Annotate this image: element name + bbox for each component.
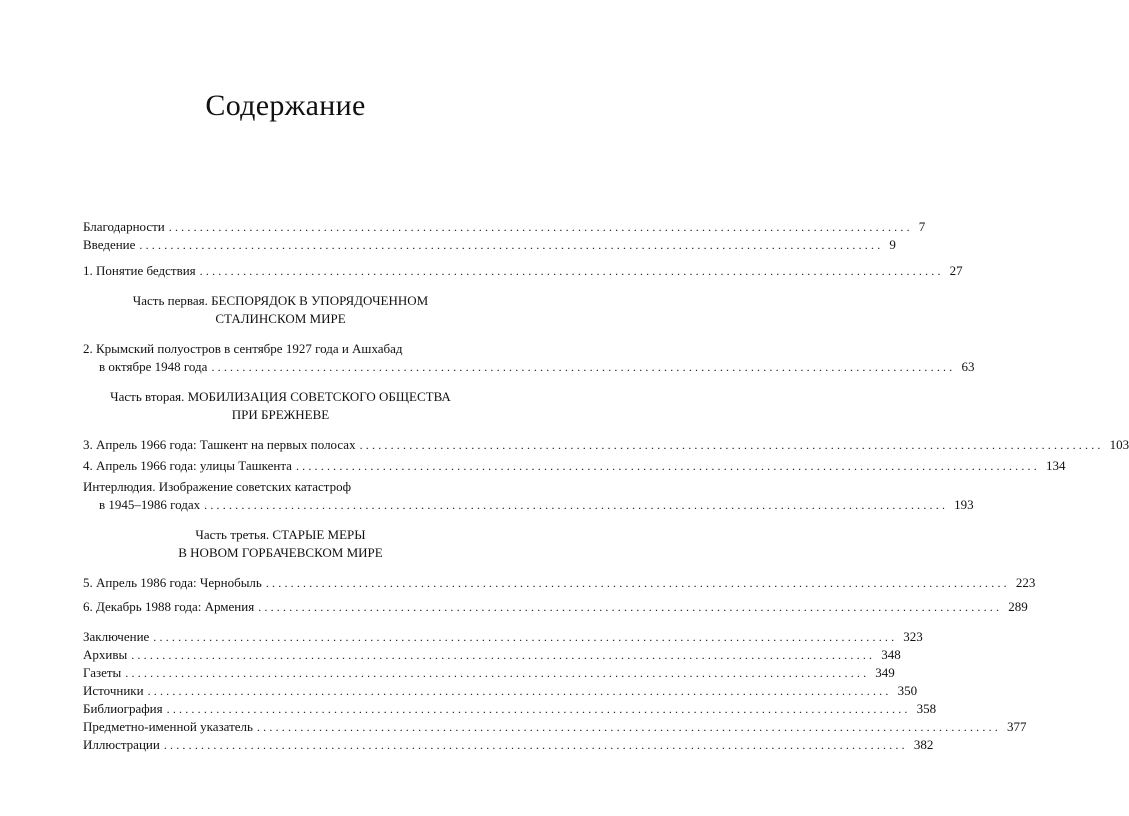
toc-entry-label: Предметно-именной указатель <box>83 719 253 734</box>
toc-entry-archives[interactable] <box>83 646 901 664</box>
part-heading-line: Часть третья. СТАРЫЕ МЕРЫ <box>195 527 366 542</box>
table-of-contents <box>83 218 1129 754</box>
toc-entry-chapter-2[interactable] <box>83 340 975 376</box>
toc-page-number: 348 <box>881 647 901 662</box>
toc-entry-label: Источники <box>83 683 144 698</box>
toc-entry-label: Введение <box>83 237 136 252</box>
toc-entry-illustrations[interactable] <box>83 736 934 754</box>
toc-entry-introduction[interactable] <box>83 236 896 254</box>
toc-entry-interlude[interactable] <box>83 478 974 514</box>
toc-page-number: 193 <box>954 497 974 512</box>
toc-page-number: 323 <box>903 629 923 644</box>
toc-entry-label: 3. Апрель 1966 года: Ташкент на первых полосах <box>83 437 356 452</box>
part-heading-line: СТАЛИНСКОМ МИРЕ <box>215 311 346 326</box>
toc-entry-chapter-6[interactable] <box>83 598 1028 616</box>
dot-leader: ........................................................................................................................ <box>295 459 1040 473</box>
toc-page-number: 134 <box>1045 458 1066 473</box>
toc-page-number: 358 <box>916 701 937 716</box>
toc-page-number: 27 <box>949 263 963 278</box>
dot-leader: ........................................................................................................................ <box>204 498 949 512</box>
part-heading-3[interactable] <box>83 526 478 562</box>
dot-leader: ........................................................................................................................ <box>199 264 944 278</box>
dot-leader: ........................................................................................................................ <box>265 576 1010 590</box>
part-heading-1[interactable] <box>83 292 478 328</box>
dot-leader: ........................................................................................................................ <box>163 738 908 752</box>
toc-entry-label: 2. Крымский полуостров в сентябре 1927 года и Ашхабад <box>83 341 403 356</box>
toc-entry-label: Интерлюдия. Изображение советских катастроф <box>83 479 351 494</box>
toc-entry-chapter-4[interactable] <box>83 457 1066 475</box>
dot-leader: ........................................................................................................................ <box>131 648 876 662</box>
toc-entry-label: Архивы <box>83 647 128 662</box>
toc-entry-label: Заключение <box>83 629 150 644</box>
toc-page-number: 382 <box>913 737 934 752</box>
dot-leader: ........................................................................................................................ <box>359 438 1104 452</box>
part-heading-line: Часть вторая. МОБИЛИЗАЦИЯ СОВЕТСКОГО ОБЩЕСТВА <box>110 389 451 404</box>
toc-entry-acknowledgements[interactable] <box>83 218 926 236</box>
toc-page-number: 7 <box>918 219 926 234</box>
toc-entry-label-continued: в 1945–1986 годах <box>99 497 201 512</box>
part-heading-line: ПРИ БРЕЖНЕВЕ <box>231 407 330 422</box>
dot-leader: ........................................................................................................................ <box>125 666 870 680</box>
toc-page-number: 223 <box>1015 575 1036 590</box>
dot-leader: ........................................................................................................................ <box>256 720 1001 734</box>
toc-entry-label: 4. Апрель 1966 года: улицы Ташкента <box>83 458 292 473</box>
toc-entry-label: Благодарности <box>83 219 165 234</box>
toc-page-number: 9 <box>889 237 896 252</box>
toc-page-number: 289 <box>1008 599 1028 614</box>
dot-leader: ........................................................................................................................ <box>258 600 1003 614</box>
toc-page-number: 377 <box>1006 719 1027 734</box>
toc-entry-conclusion[interactable] <box>83 628 923 646</box>
toc-entry-label: Газеты <box>83 665 122 680</box>
toc-page-number: 349 <box>875 665 895 680</box>
toc-page-number: 63 <box>961 359 975 374</box>
toc-entry-newspapers[interactable] <box>83 664 895 682</box>
toc-entry-sources[interactable] <box>83 682 918 700</box>
toc-page-number: 350 <box>897 683 918 698</box>
toc-entry-bibliography[interactable] <box>83 700 937 718</box>
toc-entry-label: 1. Понятие бедствия <box>83 263 196 278</box>
part-heading-line: В НОВОМ ГОРБАЧЕВСКОМ МИРЕ <box>178 545 383 560</box>
dot-leader: ........................................................................................................................ <box>168 220 913 234</box>
toc-entry-label: Библиография <box>83 701 163 716</box>
toc-entry-index[interactable] <box>83 718 1027 736</box>
toc-page-number: 103 <box>1109 437 1129 452</box>
toc-entry-label: 6. Декабрь 1988 года: Армения <box>83 599 255 614</box>
toc-entry-chapter-1[interactable] <box>83 262 963 280</box>
dot-leader: ........................................................................................................................ <box>211 360 956 374</box>
part-heading-line: Часть первая. БЕСПОРЯДОК В УПОРЯДОЧЕННОМ <box>132 293 429 308</box>
dot-leader: ........................................................................................................................ <box>147 684 892 698</box>
toc-entry-label-continued: в октябре 1948 года <box>99 359 208 374</box>
toc-entry-label: Иллюстрации <box>83 737 160 752</box>
page-title: Содержание <box>205 89 366 122</box>
toc-entry-chapter-5[interactable] <box>83 574 1036 592</box>
dot-leader: ........................................................................................................................ <box>166 702 911 716</box>
dot-leader: ........................................................................................................................ <box>139 238 884 252</box>
toc-entry-chapter-3[interactable] <box>83 436 1129 454</box>
dot-leader: ........................................................................................................................ <box>153 630 898 644</box>
toc-entry-label: 5. Апрель 1986 года: Чернобыль <box>83 575 262 590</box>
part-heading-2[interactable] <box>83 388 478 424</box>
